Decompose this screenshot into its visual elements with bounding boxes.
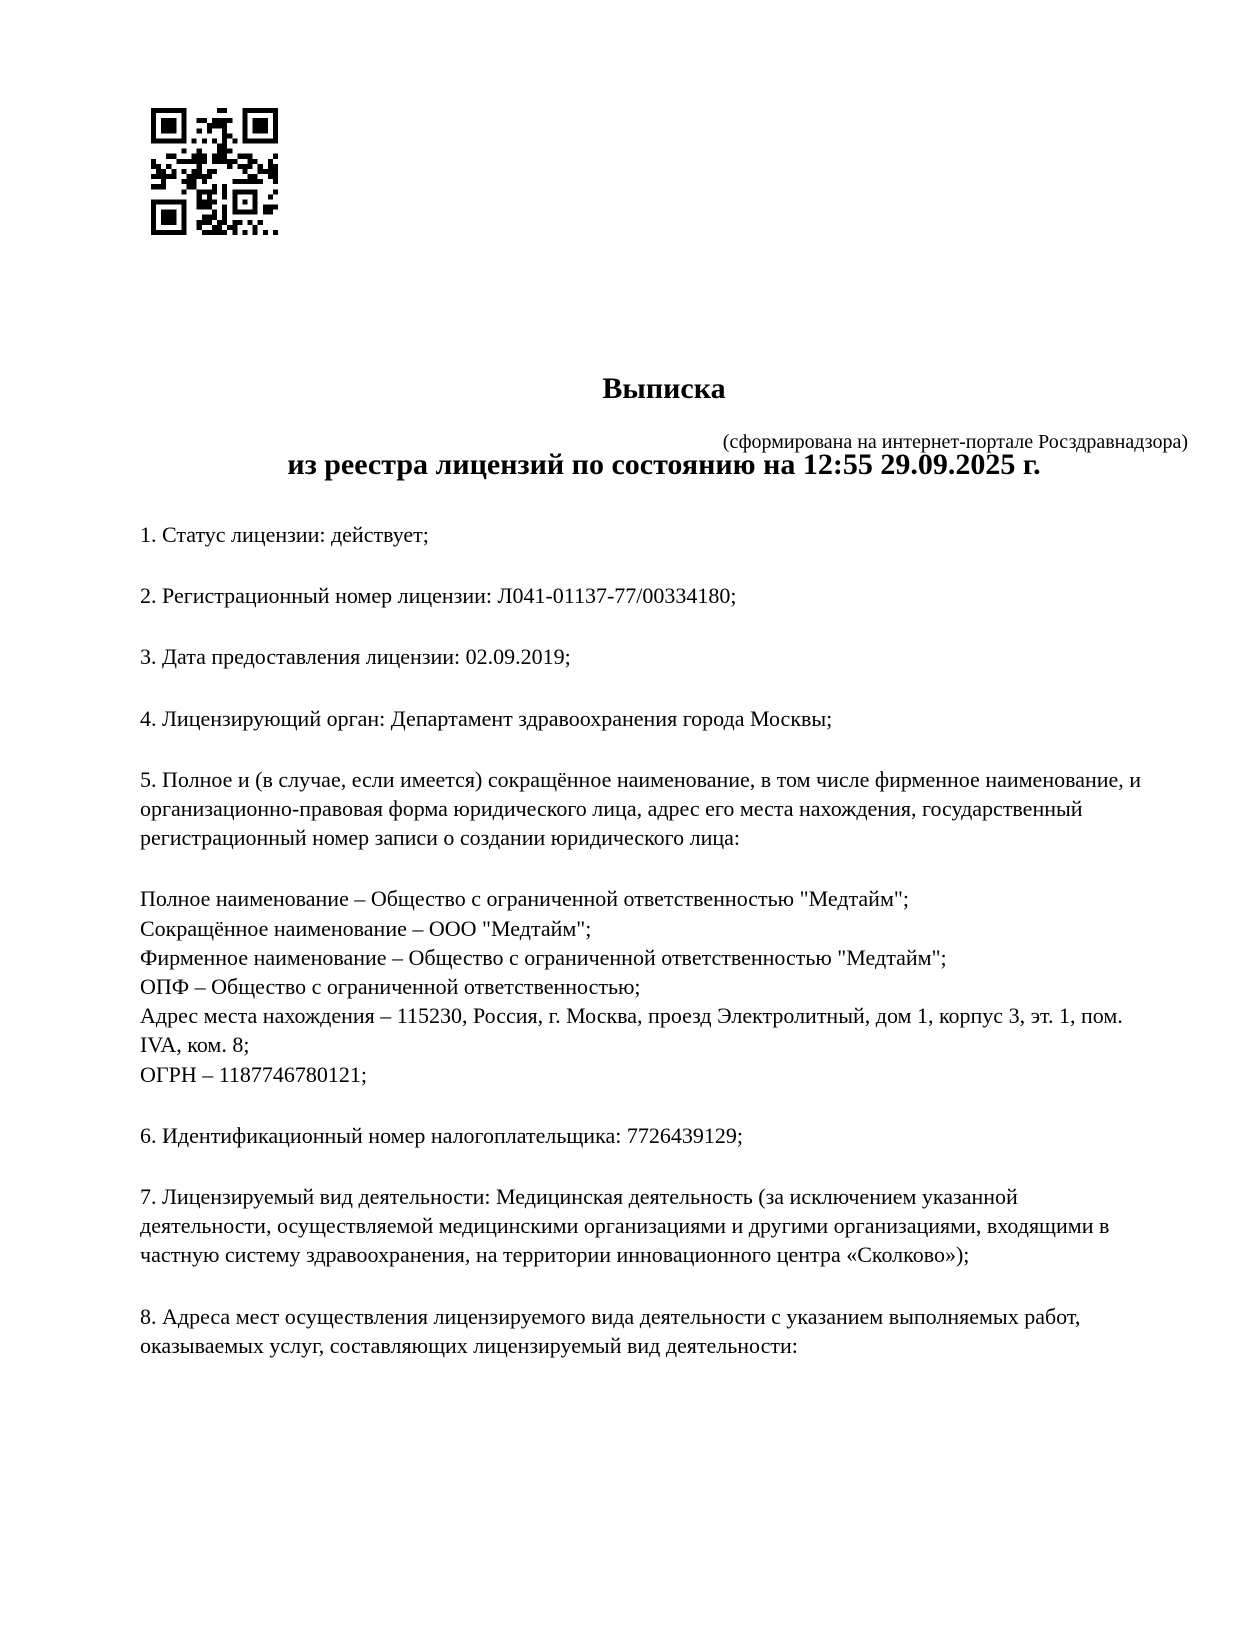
license-status-item: 1. Статус лицензии: действует; bbox=[140, 522, 429, 547]
company-short-name-line: Сокращённое наименование – ООО "Медтайм"; bbox=[140, 915, 592, 941]
qr-code-icon bbox=[151, 108, 278, 235]
legal-entity-intro-item: 5. Полное и (в случае, если имеется) сокращённое наименование, в том числе фирменное наименование, и организационно-правовая форма юридического лица, адрес его места нахождения, государственный регистрационный номер записи о создании юридического лица: bbox=[140, 766, 1142, 851]
title-line-2: из реестра лицензий по состоянию на 12:55 29.09.2025 г. bbox=[287, 448, 1041, 481]
company-full-name-line: Полное наименование – Общество с ограниченной ответственностью "Медтайм"; bbox=[140, 886, 909, 912]
company-address-line: Адрес места нахождения – 115230, Россия, г. Москва, проезд Электролитный, дом 1, корпус 3, эт. 1, пом. IVA, ком. 8; bbox=[140, 1003, 1123, 1058]
licensing-authority-item: 4. Лицензирующий орган: Департамент здравоохранения города Москвы; bbox=[140, 705, 833, 731]
document-subtitle: (сформирована на интернет-портале Росздравнадзора) bbox=[722, 431, 1188, 453]
company-ogrn-line: ОГРН – 1187746780121; bbox=[140, 1061, 368, 1087]
license-date-item: 3. Дата предоставления лицензии: 02.09.2019; bbox=[140, 644, 571, 670]
title-line-1: Выписка bbox=[602, 372, 726, 405]
inn-item: 6. Идентификационный номер налогоплательщика: 7726439129; bbox=[140, 1122, 743, 1148]
licensed-activity-item: 7. Лицензируемый вид деятельности: Медицинская деятельность (за исключением указанной деятельности, осуществляемой медицинскими организациями и другими организациями, входящими в частную систему здравоохранения, на территории инновационного центра «Сколково»); bbox=[140, 1184, 1110, 1268]
company-opf-line: ОПФ – Общество с ограниченной ответственностью; bbox=[140, 974, 641, 1000]
registration-number-item: 2. Регистрационный номер лицензии: Л041-01137-77/00334180; bbox=[140, 583, 737, 609]
company-brand-name-line: Фирменное наименование – Общество с ограниченной ответственностью "Медтайм"; bbox=[140, 944, 947, 970]
document-title bbox=[140, 332, 1188, 484]
activity-addresses-item: 8. Адреса мест осуществления лицензируемого вида деятельности с указанием выполняемых работ, оказываемых услуг, составляющих лицензируемый вид деятельности: bbox=[140, 1303, 1081, 1358]
company-details-block bbox=[140, 884, 1150, 1088]
document-body bbox=[140, 520, 1188, 1392]
